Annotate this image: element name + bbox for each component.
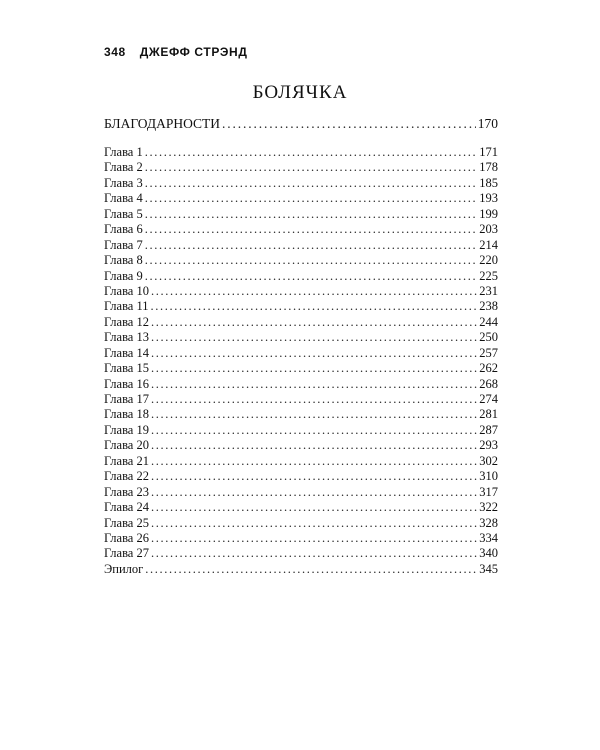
toc-entry-page: 231 <box>479 283 498 298</box>
toc-leader-dots <box>151 392 477 407</box>
toc-entry <box>104 114 498 134</box>
toc-main-entries <box>104 114 498 134</box>
toc-leader-dots <box>145 269 478 284</box>
toc-entry-label: Глава 15 <box>104 361 149 376</box>
toc-entry <box>104 392 498 407</box>
toc-entry-page: 171 <box>479 145 498 159</box>
header-author: ДЖЕФФ СТРЭНД <box>139 45 248 59</box>
toc-leader-dots <box>151 469 477 484</box>
toc-entry-page: 214 <box>479 237 498 252</box>
toc-entry <box>104 361 498 376</box>
toc-entry-page: 302 <box>479 453 498 468</box>
toc-entry <box>104 315 498 330</box>
toc-entry-label: Глава 19 <box>104 422 149 437</box>
toc-entry-label: Глава 14 <box>104 345 149 360</box>
toc-leader-dots <box>151 299 478 314</box>
toc-entry <box>104 531 498 546</box>
toc-entry <box>104 500 498 515</box>
toc-entry <box>104 423 498 438</box>
toc-entry-page: 317 <box>479 484 498 499</box>
toc-entry-label: Глава 26 <box>104 530 149 545</box>
toc-entry <box>104 469 498 484</box>
toc-entry <box>104 330 498 345</box>
toc-entry-page: 238 <box>479 299 498 314</box>
toc-entry-label: Глава 2 <box>104 160 143 175</box>
toc-leader-dots <box>145 238 478 253</box>
toc-entry-label: Глава 21 <box>104 453 149 468</box>
toc-entry <box>104 176 498 191</box>
header-page-number: 348 <box>104 45 126 59</box>
toc-entry-page: 310 <box>479 469 498 484</box>
toc-entry-page: 199 <box>479 206 498 221</box>
toc-entry <box>104 562 498 577</box>
toc-entry-label: Глава 23 <box>104 484 149 499</box>
toc-entry <box>104 253 498 268</box>
toc-leader-dots <box>151 346 477 361</box>
toc-entry-label: Глава 7 <box>104 237 143 252</box>
toc-entry-label: Глава 18 <box>104 407 149 422</box>
toc-entry-label: Глава 12 <box>104 314 149 329</box>
toc-entry <box>104 407 498 422</box>
toc-entry-page: 293 <box>479 438 498 453</box>
toc-entry-page: 244 <box>479 314 498 329</box>
toc-entry-page: 193 <box>479 191 498 206</box>
toc-entry-label: Глава 16 <box>104 376 149 391</box>
toc-leader-dots <box>145 145 478 160</box>
toc-leader-dots <box>145 562 477 577</box>
toc-leader-dots <box>145 160 478 175</box>
toc-entry-page: 328 <box>479 515 498 530</box>
toc-chapter-list <box>104 145 498 577</box>
toc-entry <box>104 160 498 175</box>
section-title: БОЛЯЧКА <box>252 82 348 103</box>
toc-leader-dots <box>151 531 477 546</box>
toc-entry-page: 225 <box>479 268 498 283</box>
toc-leader-dots <box>151 500 477 515</box>
toc-entry-page: 257 <box>479 345 498 360</box>
toc-leader-dots <box>151 330 477 345</box>
toc-entry <box>104 207 498 222</box>
toc-entry <box>104 516 498 531</box>
toc-entry-label: Глава 10 <box>104 283 149 298</box>
toc-entry-label: Глава 11 <box>104 299 149 314</box>
toc-entry-page: 178 <box>479 160 498 175</box>
toc-leader-dots <box>151 546 477 561</box>
toc-leader-dots <box>151 361 477 376</box>
toc-entry-label: Глава 9 <box>104 268 143 283</box>
toc-leader-dots <box>151 423 477 438</box>
toc-entry-page: 250 <box>479 330 498 345</box>
running-header <box>104 45 247 59</box>
toc-entry-label: Глава 25 <box>104 515 149 530</box>
toc-entry-label: Глава 1 <box>104 145 143 159</box>
toc-entry-label: Глава 6 <box>104 222 143 237</box>
toc-entry <box>104 284 498 299</box>
toc-entry-page: 185 <box>479 175 498 190</box>
toc-entry <box>104 454 498 469</box>
toc-leader-dots <box>145 207 478 222</box>
toc-leader-dots <box>145 222 478 237</box>
toc-entry <box>104 346 498 361</box>
toc-entry-page: 170 <box>477 116 498 131</box>
toc-entry <box>104 299 498 314</box>
toc-leader-dots <box>222 114 476 134</box>
toc-leader-dots <box>151 315 477 330</box>
toc-entry-page: 262 <box>479 361 498 376</box>
toc-leader-dots <box>151 485 477 500</box>
toc-entry <box>104 145 498 160</box>
toc-leader-dots <box>145 253 478 268</box>
toc-entry <box>104 377 498 392</box>
toc-entry-label: Глава 22 <box>104 469 149 484</box>
toc-entry <box>104 238 498 253</box>
toc-leader-dots <box>151 377 477 392</box>
toc-leader-dots <box>151 284 477 299</box>
toc-entry-label: БЛАГОДАРНОСТИ <box>104 116 220 131</box>
toc-entry-page: 274 <box>479 392 498 406</box>
toc-leader-dots <box>145 176 478 191</box>
toc-entry-label: Эпилог <box>104 561 144 576</box>
toc-leader-dots <box>151 454 477 469</box>
toc-entry <box>104 546 498 561</box>
toc-entry-page: 287 <box>479 422 498 437</box>
toc-entry-page: 203 <box>479 222 498 237</box>
toc-entry-label: Глава 27 <box>104 546 149 561</box>
toc-leader-dots <box>151 407 477 422</box>
toc-entry <box>104 222 498 237</box>
toc-entry-label: Глава 20 <box>104 438 149 453</box>
toc-leader-dots <box>151 516 477 531</box>
toc-leader-dots <box>151 438 477 453</box>
toc-entry <box>104 191 498 206</box>
toc-entry <box>104 485 498 500</box>
toc-entry-label: Глава 3 <box>104 175 143 190</box>
toc-entry-page: 322 <box>479 500 498 515</box>
toc-entry-label: Глава 24 <box>104 500 149 515</box>
toc-entry-label: Глава 4 <box>104 191 143 206</box>
toc-entry-page: 268 <box>479 376 498 391</box>
toc-entry-page: 334 <box>479 530 498 545</box>
toc-entry-page: 345 <box>479 561 498 576</box>
toc-entry <box>104 438 498 453</box>
toc-leader-dots <box>145 191 478 206</box>
toc-entry-page: 340 <box>479 546 498 561</box>
toc-entry <box>104 269 498 284</box>
toc-entry-label: Глава 5 <box>104 206 143 221</box>
toc-entry-label: Глава 8 <box>104 253 143 268</box>
toc-entry-page: 281 <box>479 407 498 422</box>
toc-entry-label: Глава 13 <box>104 330 149 345</box>
toc-entry-label: Глава 17 <box>104 392 149 406</box>
toc-entry-page: 220 <box>479 253 498 268</box>
